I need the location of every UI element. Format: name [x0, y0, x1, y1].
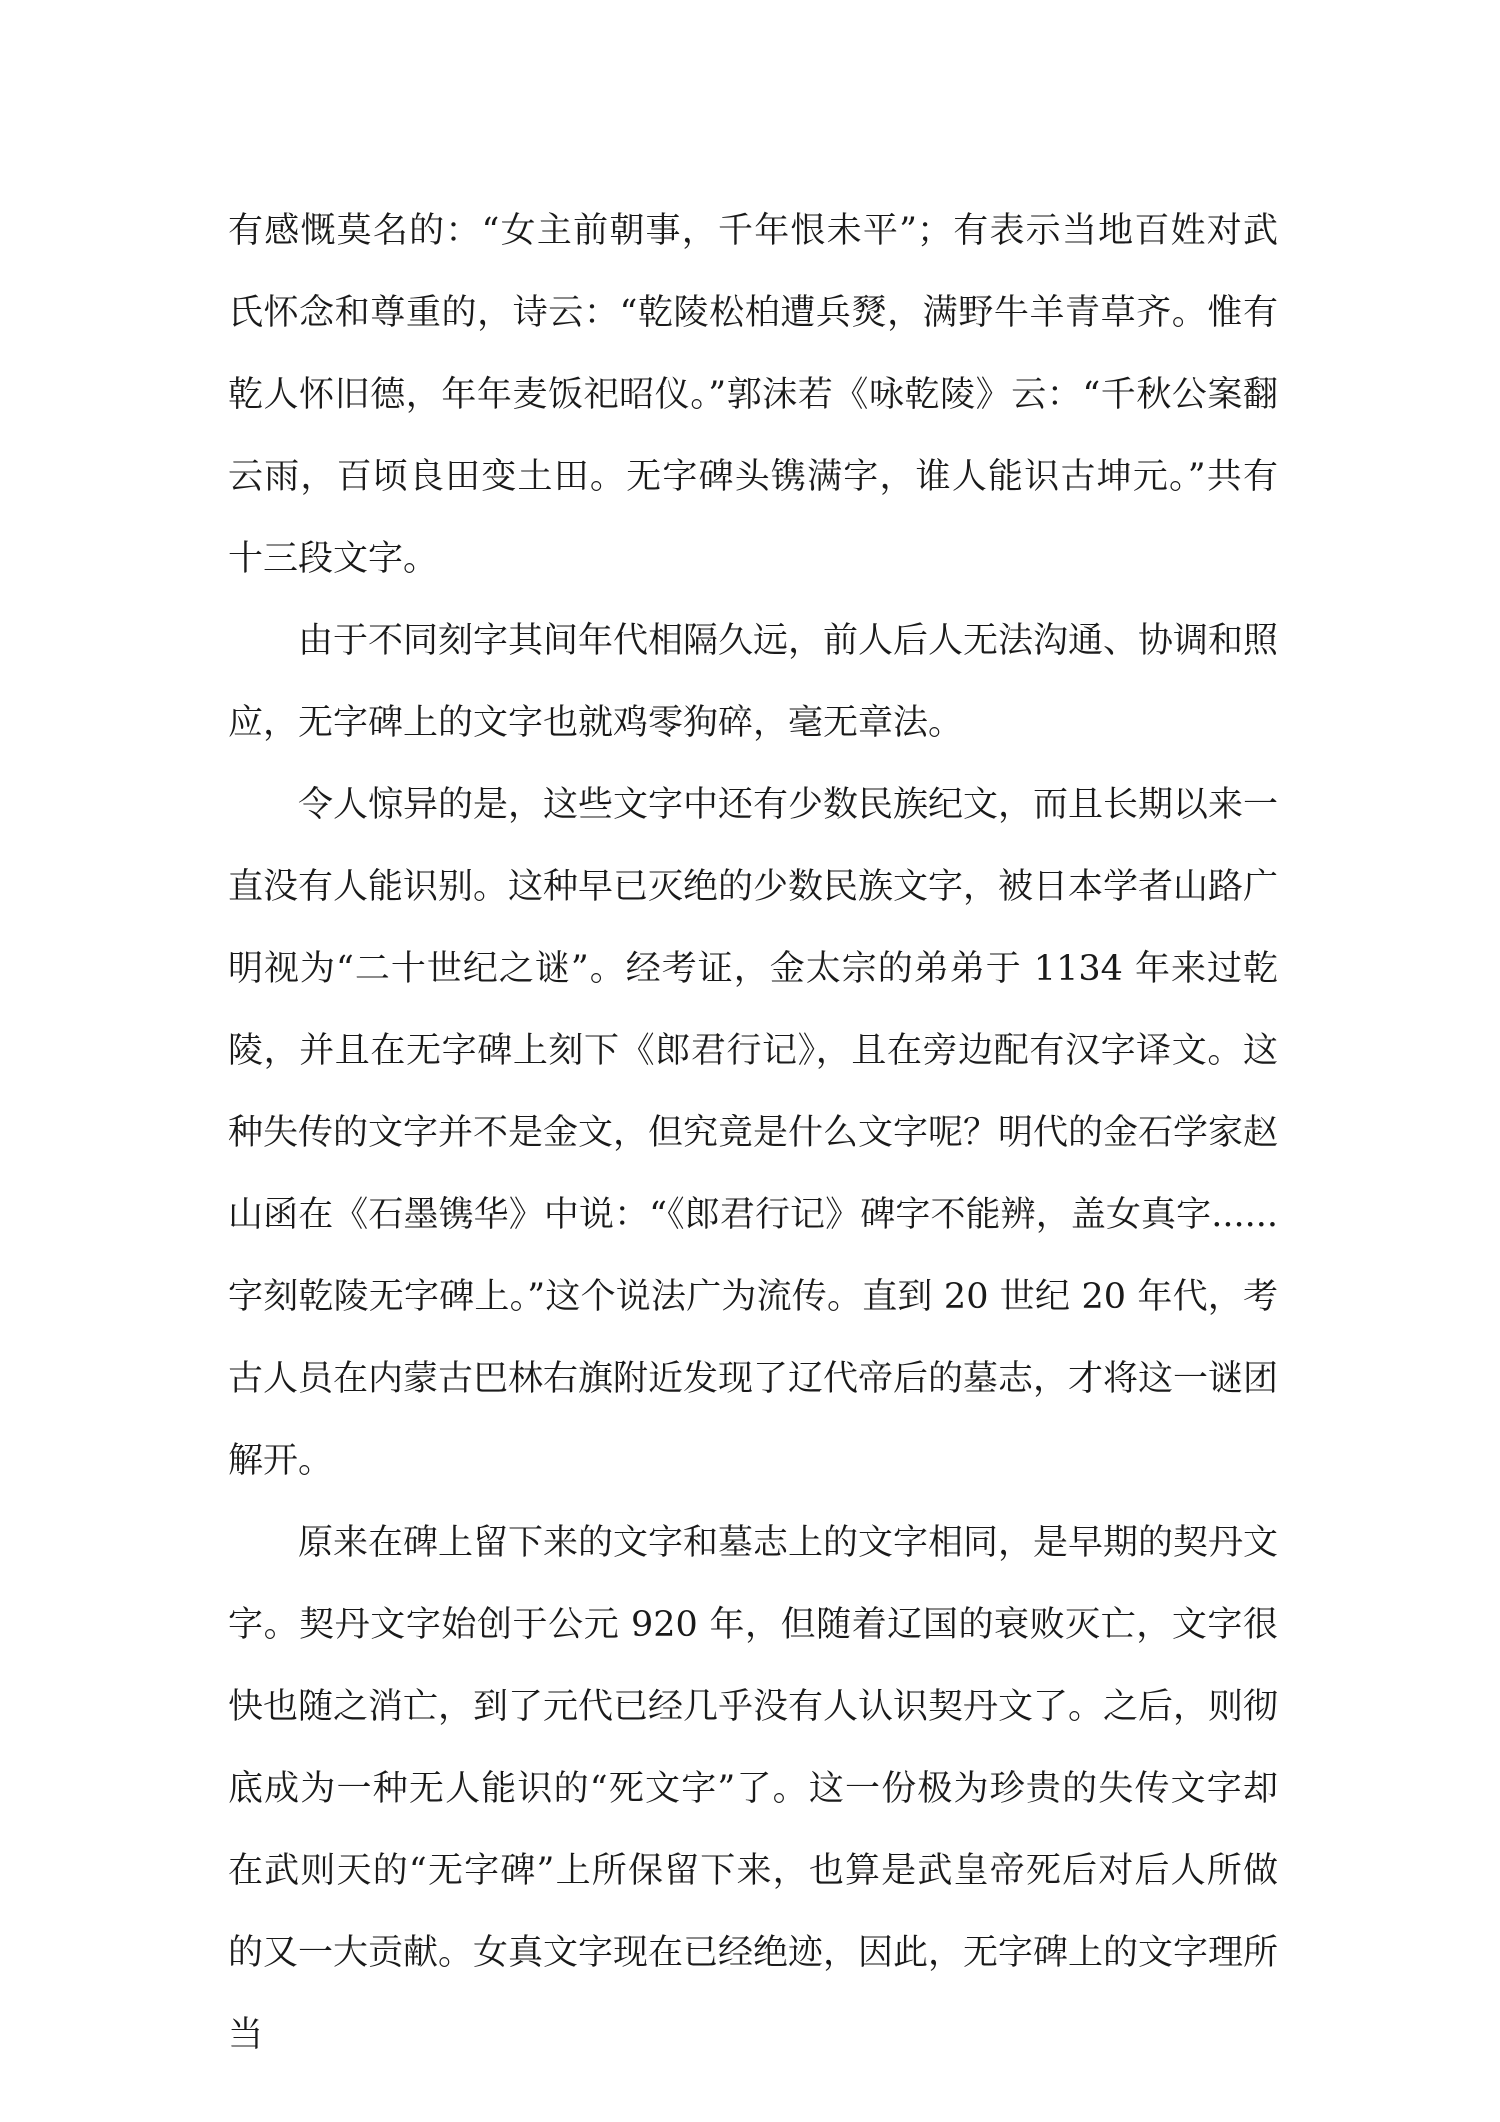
paragraph-continuation: 有感慨莫名的：“女主前朝事，千年恨未平”；有表示当地百姓对武氏怀念和尊重的，诗云：“乾陵松柏遭兵燹，满野牛羊青草齐。惟有乾人怀旧德，年年麦饭祀昭仪。”郭沫若《咏乾陵》云：“千秋公案翻云雨，百顷良田变土田。无字碑头镌满字，谁人能识古坤元。”共有十三段文字。 [228, 211, 1278, 579]
paragraph: 由于不同刻字其间年代相隔久远，前人后人无法沟通、协调和照应，无字碑上的文字也就鸡零狗碎，毫无章法。 [228, 621, 1279, 743]
paragraph: 令人惊异的是，这些文字中还有少数民族纪文，而且长期以来一直没有人能识别。这种早已灭绝的少数民族文字，被日本学者山路广明视为“二十世纪之谜”。经考证，金太宗的弟弟于 1134 年来过乾陵，并且在无字碑上刻下《郎君行记》，且在旁边配有汉字译文。这种失传的文字并不是金文，但究竟是什么文字呢？明代的金石学家赵山函在《石墨镌华》中说：“《郎君行记》碑字不能辨，盖女真字......字刻乾陵无字碑上。”这个说法广为流传。直到 20 世纪 20 年代，考古人员在内蒙古巴林右旗附近发现了辽代帝后的墓志，才将这一谜团解开。 [228, 785, 1279, 1481]
document-body [228, 190, 1278, 2076]
paragraph: 原来在碑上留下来的文字和墓志上的文字相同，是早期的契丹文字。契丹文字始创于公元 920 年，但随着辽国的衰败灭亡，文字很快也随之消亡，到了元代已经几乎没有人认识契丹文了。之后，则彻底成为一种无人能识的“死文字”了。这一份极为珍贵的失传文字却在武则天的“无字碑”上所保留下来，也算是武皇帝死后对后人所做的又一大贡献。女真文字现在已经绝迹，因此，无字碑上的文字理所当 [228, 1523, 1279, 2055]
